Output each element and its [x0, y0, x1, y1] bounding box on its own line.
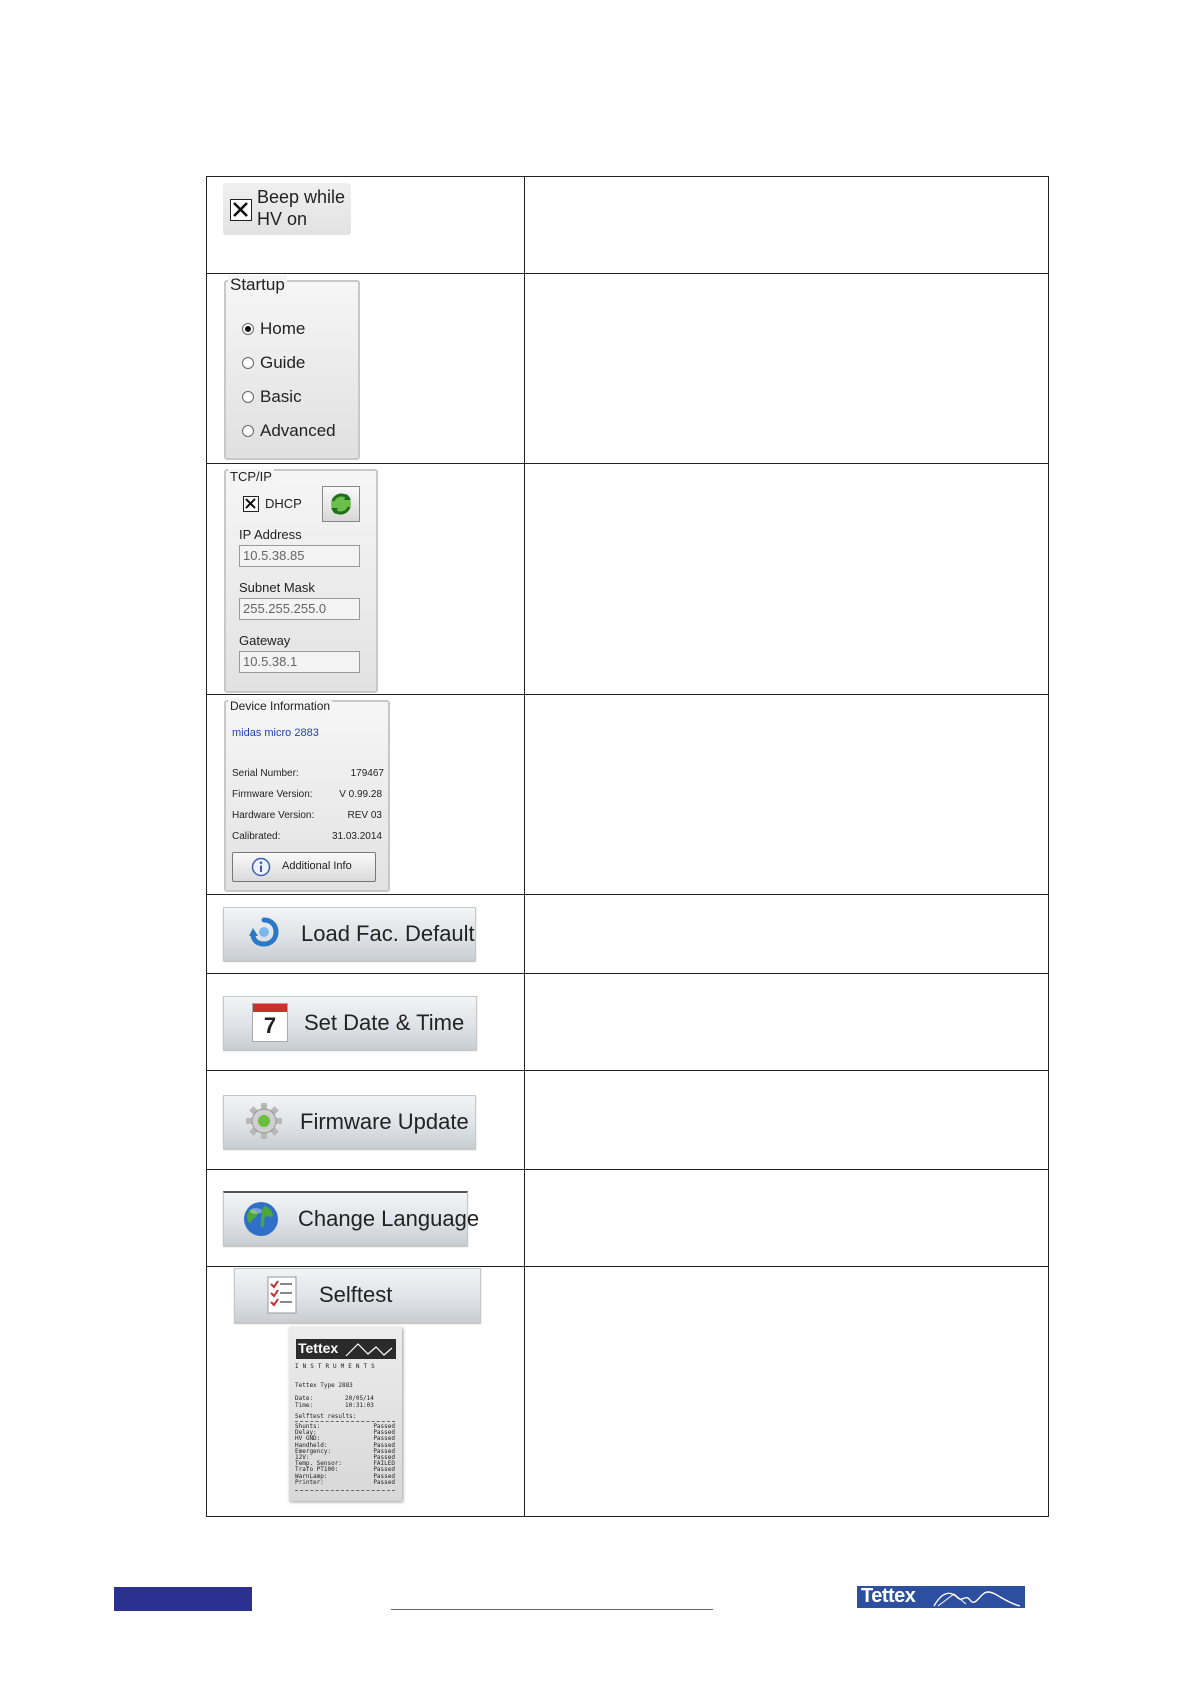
footer-divider — [391, 1609, 713, 1610]
footer-logo-text: Tettex — [861, 1585, 916, 1607]
startup-radio-guide[interactable] — [242, 357, 254, 369]
gateway-label: Gateway — [239, 633, 291, 648]
startup-legend: Startup — [230, 275, 285, 294]
beep-checkbox[interactable] — [230, 199, 252, 221]
device-info-legend: Device Information — [230, 699, 331, 713]
set-date-time-button[interactable] — [223, 996, 477, 1050]
gear-icon — [244, 1101, 284, 1141]
startup-label-advanced: Advanced — [260, 421, 336, 440]
table-row — [207, 464, 1049, 695]
startup-label-basic: Basic — [260, 387, 302, 406]
receipt-row: Printer: Passed — [295, 1478, 395, 1486]
serial-label: Serial Number: — [232, 768, 299, 779]
startup-radio-home[interactable] — [242, 323, 254, 335]
startup-label-home: Home — [260, 319, 306, 338]
device-info-group — [224, 700, 390, 892]
selftest-button[interactable] — [234, 1268, 481, 1323]
receipt-type: Tettex Type 2883 — [295, 1382, 353, 1389]
dhcp-checkbox[interactable] — [243, 496, 259, 512]
table-row — [207, 1170, 1049, 1267]
hardware-value: REV 03 — [347, 810, 382, 821]
receipt-row: Emergency: Passed — [295, 1447, 395, 1455]
load-factory-default-button[interactable] — [223, 907, 476, 961]
table-row — [207, 1071, 1049, 1170]
startup-radio-advanced[interactable] — [242, 425, 254, 437]
table-row — [207, 895, 1049, 974]
check-x-icon — [244, 497, 257, 510]
footer-logo — [857, 1586, 1025, 1608]
calibrated-label: Calibrated: — [232, 831, 281, 842]
firmware-update-button[interactable] — [223, 1095, 476, 1149]
checklist-icon — [259, 1274, 303, 1318]
subnet-mask-label: Subnet Mask — [239, 580, 315, 595]
receipt-brand: Tettex — [298, 1340, 339, 1356]
receipt-time-label: Time: — [295, 1402, 314, 1409]
subnet-mask-field[interactable]: 255.255.255.0 — [239, 598, 360, 620]
selftest-label: Selftest — [319, 1282, 393, 1307]
additional-info-button[interactable] — [232, 852, 376, 882]
receipt-row: WarnLamp: Passed — [295, 1472, 395, 1480]
reset-icon — [246, 914, 282, 950]
refresh-button[interactable] — [322, 486, 360, 522]
hardware-label: Hardware Version: — [232, 810, 315, 821]
receipt-logo — [296, 1339, 396, 1359]
additional-info-label: Additional Info — [282, 860, 352, 872]
receipt-date-value: 20/05/14 — [345, 1395, 374, 1402]
change-language-label: Change Language — [298, 1206, 480, 1231]
firmware-label: Firmware Version: — [232, 789, 313, 800]
table-row — [207, 695, 1049, 895]
refresh-icon — [323, 487, 359, 521]
footer-bar — [114, 1587, 252, 1611]
calendar-icon — [252, 1003, 288, 1042]
calibrated-value: 31.03.2014 — [331, 831, 382, 842]
firmware-update-label: Firmware Update — [300, 1109, 469, 1134]
check-x-icon — [231, 200, 250, 219]
beep-label-line1: Beep while — [257, 187, 346, 207]
receipt-row: 12V: Passed — [295, 1454, 395, 1462]
ip-address-field[interactable]: 10.5.38.85 — [239, 545, 360, 567]
gateway-field[interactable]: 10.5.38.1 — [239, 651, 360, 673]
selftest-receipt — [289, 1327, 402, 1501]
receipt-row: Temp. Sensor: FAILED — [295, 1460, 395, 1468]
wave-logo-icon — [344, 1342, 394, 1357]
receipt-row: Handheld: Passed — [295, 1441, 395, 1449]
beep-option[interactable] — [223, 183, 351, 235]
dhcp-label: DHCP — [265, 496, 302, 511]
serial-value: 179467 — [350, 768, 384, 779]
receipt-row: Trafo PT100: Passed — [295, 1466, 395, 1474]
table-row — [207, 1267, 1049, 1517]
calendar-day: 7 — [263, 1013, 277, 1038]
wave-logo-icon — [932, 1588, 1022, 1607]
receipt-row: Delay: Passed — [295, 1429, 395, 1437]
startup-label-guide: Guide — [260, 353, 306, 372]
receipt-subtitle: INSTRUMENTS — [295, 1363, 379, 1370]
change-language-button[interactable] — [223, 1191, 480, 1246]
settings-table — [206, 176, 1049, 1517]
firmware-value: V 0.99.28 — [339, 789, 382, 800]
receipt-date-label: Date: — [295, 1395, 314, 1402]
beep-label — [257, 186, 345, 230]
load-default-label: Load Fac. Default — [301, 921, 475, 946]
beep-label-line2: HV on — [257, 209, 308, 229]
receipt-time-value: 10:31:03 — [345, 1402, 374, 1409]
receipt-results-heading: Selftest results: — [295, 1413, 357, 1420]
set-date-time-label: Set Date & Time — [304, 1010, 465, 1035]
info-icon — [251, 857, 271, 877]
ip-address-label: IP Address — [239, 527, 302, 542]
tcpip-group — [224, 469, 378, 693]
receipt-results — [295, 1424, 395, 1486]
globe-icon — [242, 1200, 280, 1238]
device-model: midas micro 2883 — [232, 727, 319, 739]
table-row — [207, 974, 1049, 1071]
receipt-row: HV GND: Passed — [295, 1435, 395, 1443]
table-row — [207, 177, 1049, 274]
table-row — [207, 274, 1049, 464]
startup-group — [224, 275, 360, 460]
startup-radio-basic[interactable] — [242, 391, 254, 403]
tcpip-legend: TCP/IP — [230, 469, 272, 484]
receipt-row: Shunts: Passed — [295, 1423, 395, 1430]
